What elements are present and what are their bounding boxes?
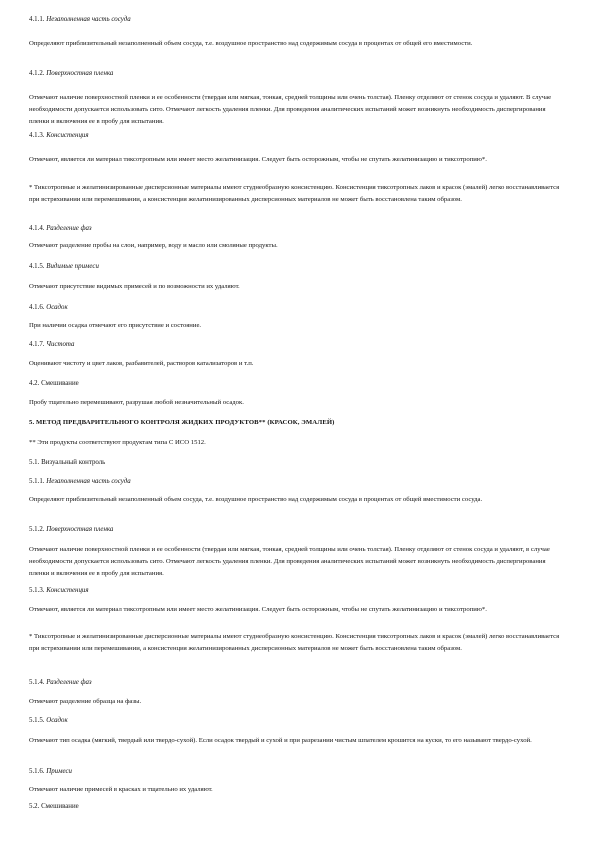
section-number: 4.1.4. [29, 225, 45, 232]
paragraph: Отмечают наличие поверхностной пленки и ее особенности (твердая или мягкая, тонкая, средней толщины или очень толстая). Пленку отделяют от стенок сосуда и удаляют, в случае необходимости допускается использовать сито. Отмечают легкость удаления пленки. Для проведения аналитических испытаний может возникнуть необходимость диспергирования пленки и включения ее в пробу для испытания. [29, 546, 550, 577]
section-number: 5.1.6. [29, 768, 45, 775]
paragraph: Отмечают, является ли материал тиксотропным или имеет место желатинизация. Следует быть осторожным, чтобы не спутать желатинизацию и тиксотропию*. [29, 606, 487, 613]
section-number: 5.1. [29, 459, 40, 466]
section-number: 4.1.5. [29, 263, 45, 270]
paragraph: Пробу тщательно перемешивают, разрушая любой незначительный осадок. [29, 399, 244, 406]
section-number: 5.1.3. [29, 587, 45, 594]
section-heading [29, 457, 566, 469]
footnote: ** Эти продукты соответствуют продуктам типа С ИСО 1512. [29, 439, 206, 446]
section-title: Примеси [46, 768, 72, 775]
section-number: 4.1.6. [29, 304, 45, 311]
paragraph: Оценивают чистоту и цвет лаков, разбавителей, растворов катализаторов и т.п. [29, 360, 254, 367]
section-title: Незаполненная часть сосуда [46, 16, 131, 23]
section-title: Смешивание [41, 803, 79, 810]
section-heading [29, 524, 566, 536]
section-title: Консистенция [46, 587, 89, 594]
section-number: 5.1.1. [29, 478, 45, 485]
section-number: 5.1.2. [29, 526, 45, 533]
section-title: Визуальный контроль [41, 459, 106, 466]
section-title: Смешивание [41, 380, 79, 387]
section-title: Разделение фаз [46, 679, 92, 686]
section-title: Осадок [46, 717, 68, 724]
section-number: 5.1.4. [29, 679, 45, 686]
section-number: 4.1.7. [29, 341, 45, 348]
section-heading [29, 378, 566, 390]
paragraph: Отмечают, является ли материал тиксотропным или имеет место желатинизация. Следует быть осторожным, чтобы не спутать желатинизацию и тиксотропию*. [29, 156, 487, 163]
chapter-heading: 5. МЕТОД ПРЕДВАРИТЕЛЬНОГО КОНТРОЛЯ ЖИДКИХ ПРОДУКТОВ** (КРАСОК, ЭМАЛЕЙ) [29, 419, 335, 426]
section-number: 4.1.2. [29, 70, 45, 77]
section-number: 5.1.5. [29, 717, 45, 724]
section-heading [29, 339, 566, 351]
paragraph: Отмечают разделение образца на фазы. [29, 698, 142, 705]
section-heading [29, 68, 566, 80]
footnote: * Тиксотропные и желатинизированные дисперсионные материалы имеют студнеобразную консистенцию. Консистенция тиксотропных лаков и красок (эмалей) легко восстанавливается при встряхивании или перемешивании, а консистенция желатинизированных дисперсионных материалов не может быть восстановлена таким образом. [29, 184, 560, 203]
section-title: Консистенция [46, 132, 89, 139]
section-title: Поверхностная пленка [46, 70, 114, 77]
section-heading [29, 715, 566, 727]
paragraph: Отмечают присутствие видимых примесей и по возможности их удаляют. [29, 283, 240, 290]
section-heading [29, 476, 566, 488]
section-heading [29, 766, 566, 778]
section-title: Незаполненная часть сосуда [46, 478, 131, 485]
footnote: * Тиксотропные и желатинизированные дисперсионные материалы имеют студнеобразную консистенцию. Консистенция тиксотропных лаков и красок (эмалей) легко восстанавливается при встряхивании или перемешивании, а консистенция желатинизированных дисперсионных материалов не может быть восстановлена таким образом. [29, 633, 560, 652]
section-heading [29, 261, 566, 273]
section-heading [29, 130, 566, 142]
paragraph: При наличии осадка отмечают его присутствие и состояние. [29, 322, 202, 329]
paragraph: Отмечают наличие поверхностной пленки и ее особенности (твердая или мягкая, тонкая, средней толщины или очень толстая). Пленку отделяют от стенок сосуда и удаляют. В случае необходимости допускается использовать сито. Отмечают легкость удаления пленки. Для проведения аналитических испытаний может возникнуть необходимость диспергирования пленки и включения ее в пробу для испытания. [29, 94, 552, 125]
paragraph: Отмечают наличие примесей в красках и тщательно их удаляют. [29, 786, 213, 793]
paragraph: Отмечают тип осадка (мягкий, твердый или твердо-сухой). Если осадок твердый и сухой и при разрезании чистым шпателем крошится на куски, то его называют твердо-сухой. [29, 737, 532, 744]
section-title: Осадок [46, 304, 68, 311]
section-heading [29, 801, 566, 813]
paragraph: Определяют приблизительный незаполненный объем сосуда, т.е. воздушное пространство над содержимым сосуда в процентах от общей вместимости сосуда. [29, 496, 483, 503]
paragraph: Отмечают разделение пробы на слои, например, воду и масло или смоляные продукты. [29, 242, 278, 249]
section-number: 4.1.1. [29, 16, 45, 23]
section-heading [29, 223, 566, 235]
section-title: Чистота [46, 341, 75, 348]
section-number: 4.2. [29, 380, 40, 387]
section-number: 5.2. [29, 803, 40, 810]
section-title: Видимые примеси [46, 263, 99, 270]
section-number: 4.1.3. [29, 132, 45, 139]
section-title: Разделение фаз [46, 225, 92, 232]
paragraph: Определяют приблизительный незаполненный объем сосуда, т.е. воздушное пространство над содержимым сосуда в процентах от общей его вместимости. [29, 40, 473, 47]
section-heading [29, 302, 566, 314]
section-heading [29, 585, 566, 597]
section-title: Поверхностная пленка [46, 526, 114, 533]
section-heading [29, 677, 566, 689]
section-heading [29, 14, 566, 26]
